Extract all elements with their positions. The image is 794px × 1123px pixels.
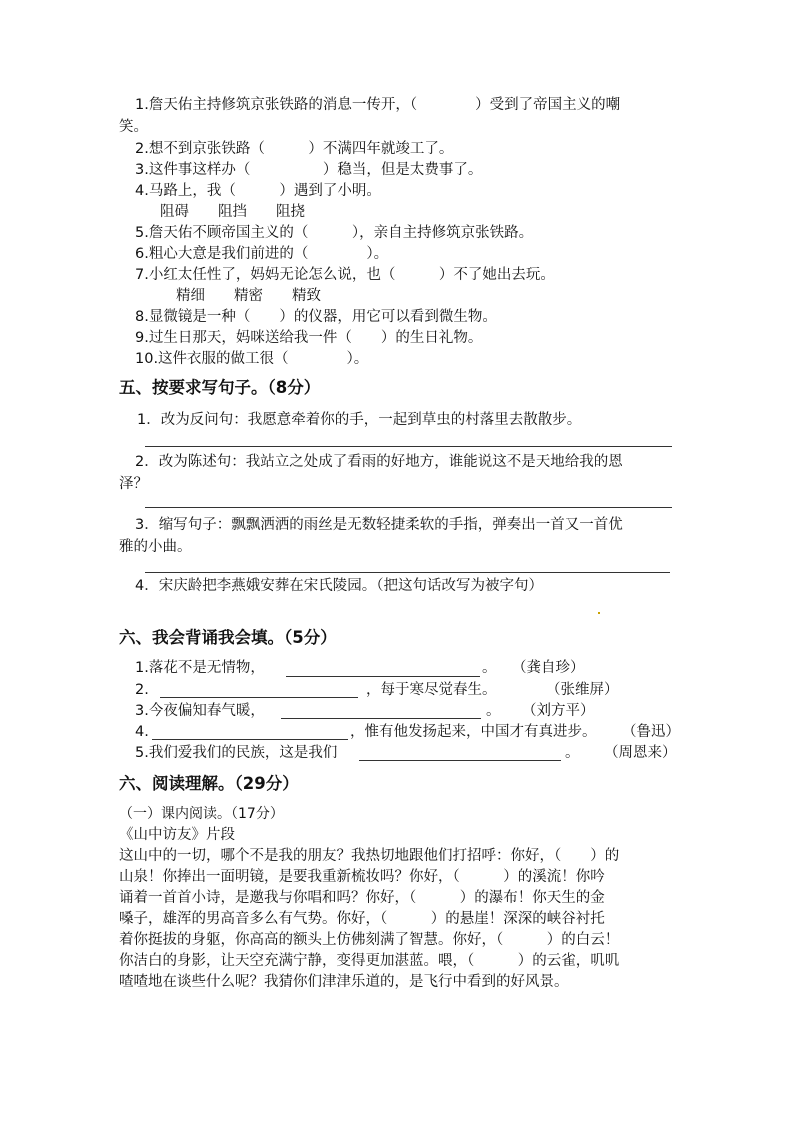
question-line: 笑。	[119, 119, 148, 135]
question-line: 7.小红太任性了，妈妈无论怎么说，也（ ）不了她出去玩。	[135, 267, 555, 283]
fill-blank[interactable]	[359, 760, 561, 761]
passage-title: 《山中访友》片段	[119, 827, 235, 843]
question-line: 1.詹天佑主持修筑京张铁路的消息一传开，（ ）受到了帝国主义的嘲	[135, 97, 621, 113]
question-line: 4．宋庆龄把李燕娥安葬在宋氏陵园。（把这句话改写为被字句）	[135, 578, 543, 594]
question-line: 2．改为陈述句：我站立之处成了看雨的好地方，谁能说这不是天地给我的恩	[135, 454, 623, 470]
author: （周恩来）	[604, 745, 677, 761]
passage-line: 着你挺拔的身躯，你高高的额头上仿佛刻满了智慧。你好，（ ）的白云！	[119, 932, 620, 948]
question-line: 10.这件衣服的做工很（ ）。	[135, 351, 369, 367]
passage-line: 你洁白的身影，让天空充满宁静，变得更加湛蓝。喂，（ ）的云雀，叽叽	[119, 953, 620, 969]
author: （刘方平）	[522, 703, 595, 719]
fill-blank[interactable]	[286, 676, 480, 677]
passage-line: 嗓子，雄浑的男高音多么有气势。你好，（ ）的悬崖！深深的峡谷衬托	[119, 911, 605, 927]
section-title: 六、我会背诵我会填。（5分）	[119, 628, 337, 647]
question-line: 雅的小曲。	[119, 539, 192, 555]
question-line: 4.马路上，我（ ）遇到了小明。	[135, 183, 381, 199]
word-options: 精细 精密 精致	[176, 288, 321, 304]
fill-item: 5.我们爱我们的民族，这是我们	[135, 745, 338, 761]
word-options: 阻碍 阻挡 阻挠	[160, 204, 305, 220]
section-title: 六、阅读理解。（29分）	[119, 774, 299, 793]
subsection-title: （一）课内阅读。（17分）	[119, 806, 284, 822]
fill-blank[interactable]	[281, 718, 481, 719]
question-line: 6.粗心大意是我们前进的（ ）。	[135, 246, 389, 262]
author: （张维屏）	[546, 682, 619, 698]
fill-blank[interactable]	[160, 697, 358, 698]
question-line: 3.这件事这样办（ ）稳当，但是太费事了。	[135, 162, 483, 178]
author: （龚自珍）	[512, 660, 585, 676]
question-line: 8.显微镜是一种（ ）的仪器，用它可以看到微生物。	[135, 309, 497, 325]
fill-item: 2.	[135, 682, 149, 698]
passage-line: 诵着一首首小诗，是邀我与你唱和吗？你好，（ ）的瀑布！你天生的金	[119, 890, 605, 906]
answer-line	[145, 446, 672, 447]
question-line: 9.过生日那天，妈咪送给我一件（ ）的生日礼物。	[135, 330, 483, 346]
section-title: 五、按要求写句子。（8分）	[119, 378, 321, 397]
fill-item: 3.今夜偏知春气暖，	[135, 703, 265, 719]
question-line: 3．缩写句子：飘飘洒洒的雨丝是无数轻捷柔软的手指，弹奏出一首又一首优	[135, 517, 623, 533]
answer-line	[145, 507, 672, 508]
passage-line: 山泉！你捧出一面明镜，是要我重新梳妆吗？你好，（ ）的溪流！你吟	[119, 869, 605, 885]
author: （鲁迅）	[622, 724, 680, 740]
speck	[598, 612, 600, 614]
question-line: 5.詹天佑不顾帝国主义的（ ），亲自主持修筑京张铁路。	[135, 225, 534, 241]
fill-item: 1.落花不是无情物，	[135, 660, 265, 676]
fill-item: 。	[565, 745, 580, 761]
answer-line	[145, 572, 670, 573]
passage-line: 喳喳地在谈些什么呢？我猜你们津津乐道的，是飞行中看到的好风景。	[119, 974, 569, 990]
passage-line: 这山中的一切，哪个不是我的朋友？我热切地跟他们打招呼：你好，（ ）的	[119, 848, 620, 864]
question-line: 泽？	[119, 476, 148, 492]
question-line: 1．改为反问句：我愿意牵着你的手，一起到草虫的村落里去散散步。	[137, 412, 582, 428]
fill-item: ，惟有他发扬起来，中国才有真进步。	[350, 724, 597, 740]
question-line: 2.想不到京张铁路（ ）不满四年就竣工了。	[135, 141, 454, 157]
fill-item: 。	[486, 703, 501, 719]
fill-blank[interactable]	[152, 739, 348, 740]
fill-item: 4.	[135, 724, 149, 740]
fill-item: ，每于寒尽觉春生。	[366, 682, 497, 698]
fill-item: 。	[482, 660, 497, 676]
